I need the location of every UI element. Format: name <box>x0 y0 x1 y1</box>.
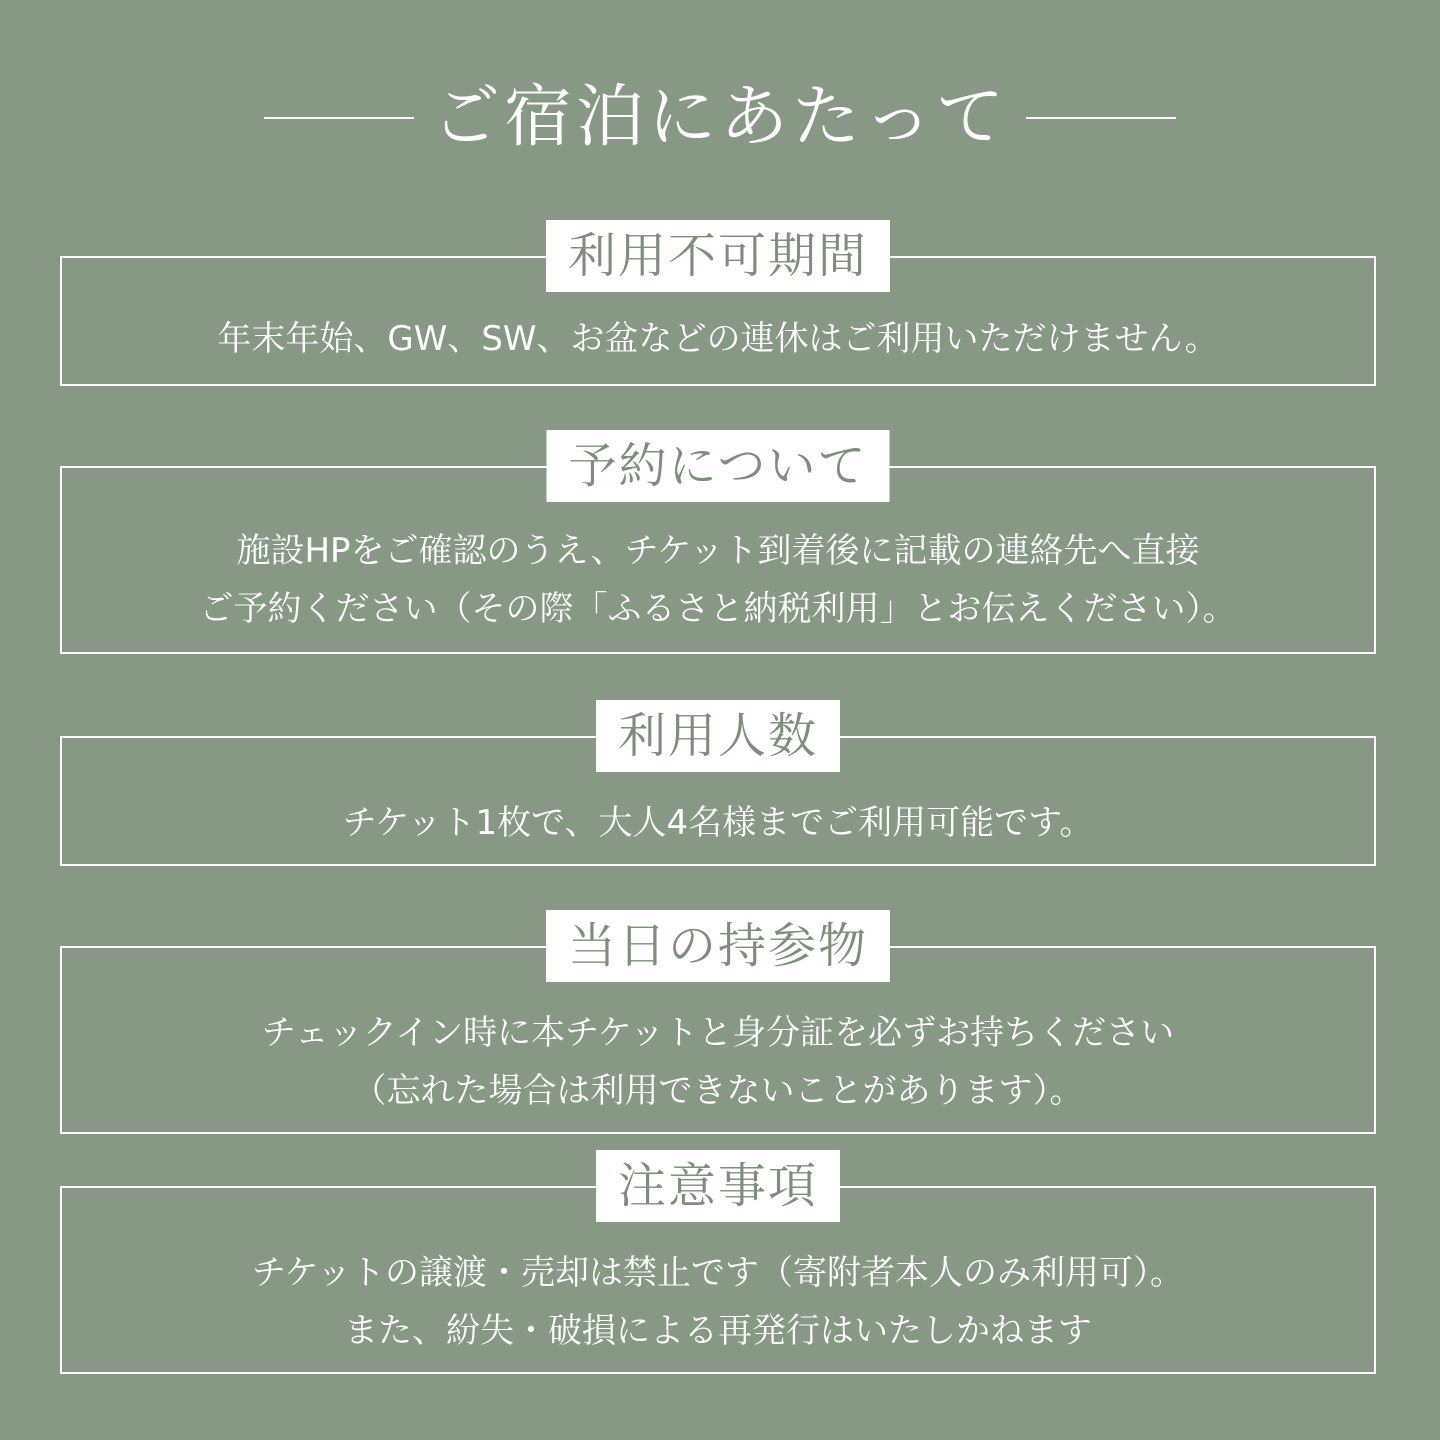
section-text-line: チケットの譲渡・売却は禁止です（寄附者本人のみ利用可）。 <box>252 1253 1184 1293</box>
section-label: 注意事項 <box>596 1150 840 1222</box>
header-rule-left <box>264 117 414 119</box>
section-unavailable-period <box>60 228 1376 386</box>
section-label: 予約について <box>546 430 889 502</box>
section-notes <box>60 1158 1376 1374</box>
section-text-line: （忘れた場合は利用できないことがあります）。 <box>352 1071 1084 1111</box>
section-reservation <box>60 438 1376 654</box>
section-body <box>62 310 1374 368</box>
page-header <box>0 68 1440 168</box>
section-body <box>62 794 1374 852</box>
section-text-line: ご予約ください（その際「ふるさと納税利用」とお伝えください）。 <box>199 589 1237 629</box>
section-label: 当日の持参物 <box>546 910 890 982</box>
section-text-line: 年末年始、GW、SW、お盆などの連休はご利用いただけません。 <box>217 319 1219 359</box>
page-title: ご宿泊にあたって <box>431 78 1008 157</box>
section-text-line: 施設HPをご確認のうえ、チケット到着後に記載の連絡先へ直接 <box>236 531 1200 571</box>
section-number-of-guests <box>60 708 1376 866</box>
section-items-to-bring <box>60 918 1376 1134</box>
section-body <box>62 1004 1374 1120</box>
header-rule-right <box>1026 117 1176 119</box>
section-body <box>62 522 1374 638</box>
section-label: 利用人数 <box>596 700 840 772</box>
section-label: 利用不可期間 <box>546 220 890 292</box>
section-body <box>62 1244 1374 1360</box>
section-text-line: チケット1枚で、大人4名様までご利用可能です。 <box>342 803 1094 843</box>
section-text-line: また、紛失・破損による再発行はいたしかねます <box>344 1311 1092 1351</box>
section-text-line: チェックイン時に本チケットと身分証を必ずお持ちください <box>261 1013 1175 1053</box>
